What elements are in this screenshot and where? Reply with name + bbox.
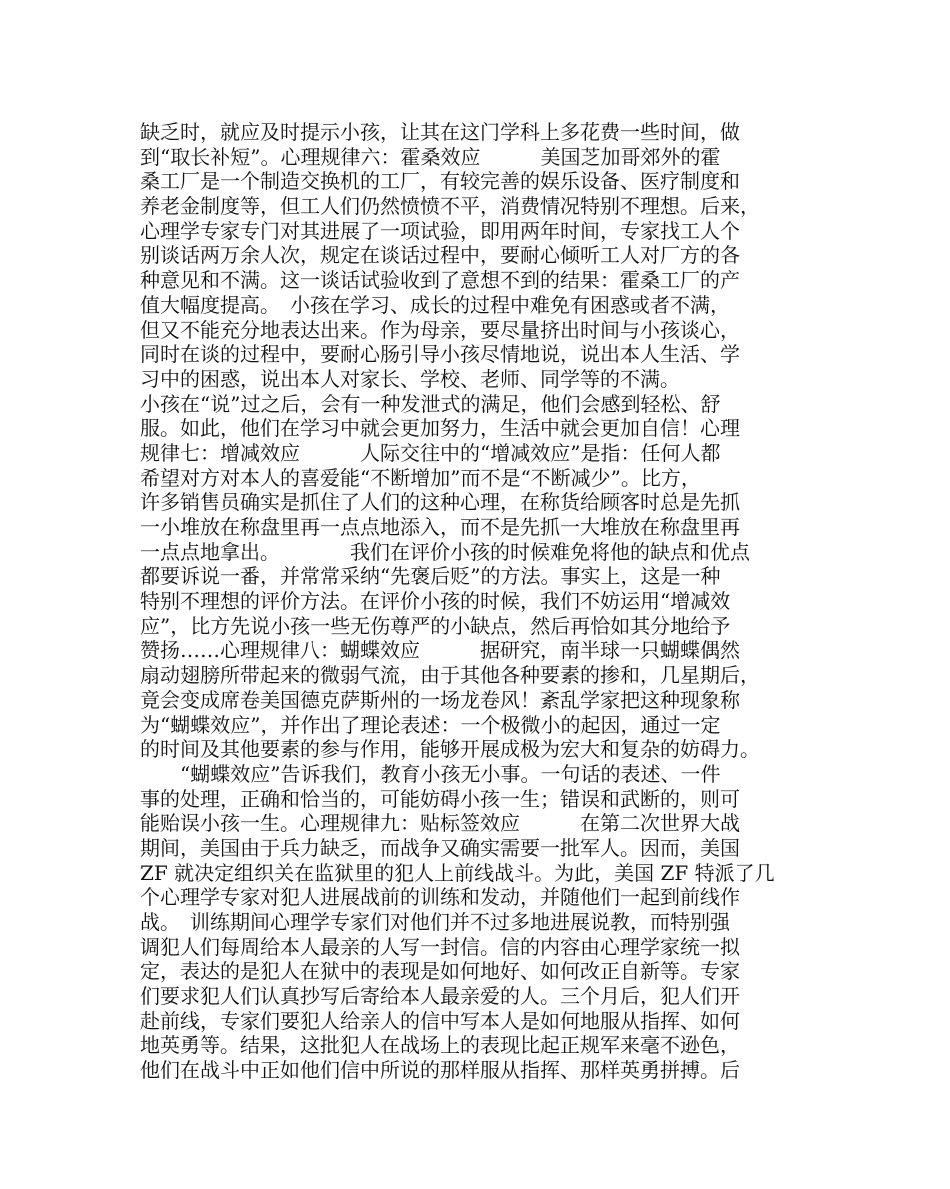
text-line: 调犯人们每周给本人最亲的人写一封信。信的内容由心理学家统一拟 [140, 934, 740, 959]
text-line: 们要求犯人们认真抄写后寄给本人最亲爱的人。三个月后，犯人们开 [140, 984, 740, 1009]
text-line: 扇动翅膀所带起来的微弱气流，由于其他各种要素的掺和，几星期后， [140, 663, 760, 688]
text-line: 应”，比方先说小孩一些无伤尊严的小缺点，然后再恰如其分地给予 [140, 613, 731, 638]
text-line: 缺乏时，就应及时提示小孩，让其在这门学科上多花费一些时间，做 [140, 120, 740, 144]
text-line: 种意见和不满。这一谈话试验收到了意想不到的结果：霍桑工厂的产 [140, 268, 740, 293]
text-line: 一小堆放在称盘里再一点点地添入，而不是先抓一大堆放在称盘里再 [140, 515, 740, 539]
text-line: 许多销售员确实是抓住了人们的这种心理，在称货给顾客时总是先抓 [140, 490, 740, 515]
text-line: 小孩在“说”过之后，会有一种发泄式的满足，他们会感到轻松、舒 [140, 391, 721, 416]
text-line: 为“蝴蝶效应”，并作出了理论表述：一个极微小的起因，通过一定 [140, 712, 721, 737]
text-line: “蝴蝶效应”告诉我们，教育小孩无小事。一句话的表述、一件 [140, 761, 721, 786]
text-line: 都要诉说一番，并常常采纳“先褒后贬”的方法。事实上，这是一种 [140, 564, 721, 589]
text-line: 的时间及其他要素的参与作用，能够开展成极为宏大和复杂的妨碍力。 [140, 737, 760, 762]
text-line: 规律七：增减效应 人际交往中的“增减效应”是指：任何人都 [140, 440, 721, 465]
text-line: 别谈话两万余人次，规定在谈话过程中，要耐心倾听工人对厂方的各 [140, 243, 740, 268]
text-line: 战。 训练期间心理学专家们对他们并不过多地进展说教，而特别强 [140, 910, 730, 934]
text-line: 他们在战斗中正如他们信中所说的那样服从指挥、那样英勇拼搏。后 [140, 1058, 740, 1083]
text-line: 个心理学专家对犯人进展战前的训练和发动，并随他们一起到前线作 [140, 885, 740, 910]
text-line: 赴前线，专家们要犯人给亲人的信中写本人是如何地服从指挥、如何 [140, 1008, 740, 1033]
text-line: 一点点地拿出。 我们在评价小孩的时候难免将他的缺点和优点 [140, 539, 750, 564]
text-line: 希望对方对本人的喜爱能“不断增加”而不是“不断减少”。比方， [140, 465, 701, 490]
text-line: 但又不能充分地表达出来。作为母亲，要尽量挤出时间与小孩谈心， [140, 317, 740, 342]
text-line: 心理学专家专门对其进展了一项试验，即用两年时间，专家找工人个 [140, 218, 740, 243]
text-line: 特别不理想的评价方法。在评价小孩的时候，我们不妨运用“增减效 [140, 589, 731, 614]
text-line: 能贻误小孩一生。心理规律九：贴标签效应 在第二次世界大战 [140, 811, 740, 836]
text-line: 定，表达的是犯人在狱中的表现是如何地好、如何改正自新等。专家 [140, 959, 740, 984]
text-line: 服。如此，他们在学习中就会更加努力，生活中就会更加自信！心理 [140, 416, 740, 441]
body-text [140, 120, 820, 1083]
text-line: 桑工厂是一个制造交换机的工厂，有较完善的娱乐设备、医疗制度和 [140, 169, 740, 194]
text-line: 竟会变成席卷美国德克萨斯州的一场龙卷风！紊乱学家把这种现象称 [140, 687, 740, 712]
text-line: 养老金制度等，但工人们仍然愤愤不平，消费情况特别不理想。后来， [140, 194, 760, 219]
text-line: 事的处理，正确和恰当的，可能妨碍小孩一生；错误和武断的，则可 [140, 786, 740, 811]
text-line: 赞扬……心理规律八：蝴蝶效应 据研究，南半球一只蝴蝶偶然 [140, 638, 740, 663]
text-line: 值大幅度提高。 小孩在学习、成长的过程中难免有困惑或者不满， [140, 292, 730, 317]
text-line: 到“取长补短”。心理规律六：霍桑效应 美国芝加哥郊外的霍 [140, 144, 721, 169]
text-line: 习中的困惑，说出本人对家长、学校、老师、同学等的不满。 [140, 366, 680, 391]
text-line: ZF 就决定组织关在监狱里的犯人上前线战斗。为此，美国 ZF 特派了几 [140, 860, 775, 885]
text-line: 期间，美国由于兵力缺乏，而战争又确实需要一批军人。因而，美国 [140, 835, 740, 860]
text-line: 同时在谈的过程中，要耐心肠引导小孩尽情地说，说出本人生活、学 [140, 342, 740, 367]
text-line: 地英勇等。结果，这批犯人在战场上的表现比起正规军来毫不逊色， [140, 1033, 740, 1058]
